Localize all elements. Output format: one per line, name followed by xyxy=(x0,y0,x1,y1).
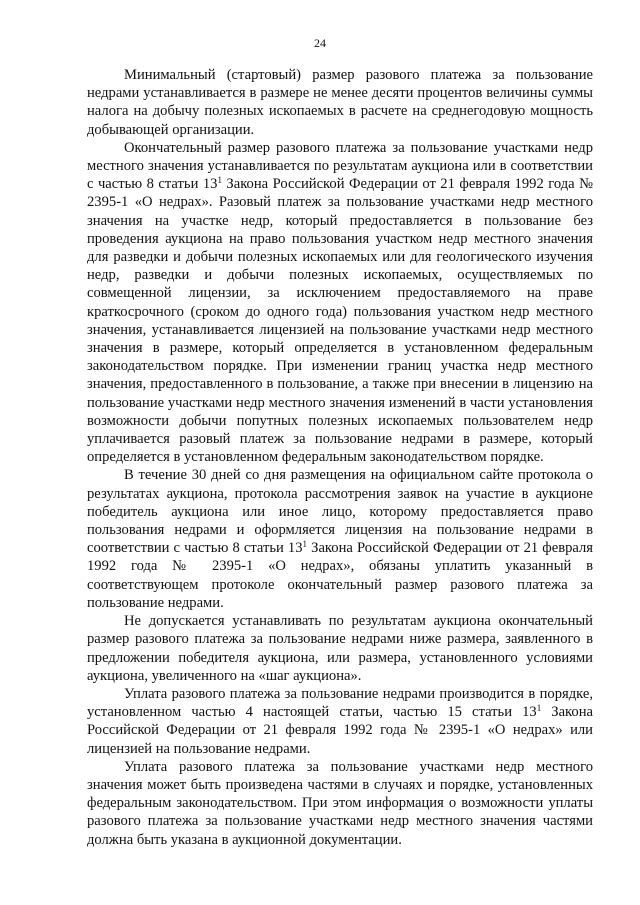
text-run: Уплата разового платежа за пользование участками недр местного значения может быть произведена частями в случаях и порядке, установленных федеральным законодательством. При этом информация о возможности уплаты разового платежа за пользование участками недр местного значения частями должна быть указана в аукционной документации. xyxy=(87,758,593,848)
text-run: В течение 30 дней со дня размещения на официальном сайте протокола о результатах аукциона, протокола рассмотрения заявок на участие в аукционе победитель аукциона или иное лицо, которому предоставляется право пользования недрами и оформляется лицензия на пользование недрами в соответствии с частью 8 статьи 13 xyxy=(87,467,593,557)
paragraph xyxy=(87,466,593,612)
paragraph xyxy=(87,685,593,758)
text-run: Закона Российской Федерации от 21 февраля 1992 года № 2395-1 «О недрах». Разовый платеж за пользование участками недр местного значения на участке недр, который предоставляется в пользование без проведения аукциона на право пользования участком недр местного значения для разведки и добычи полезных ископаемых или для геологического изучения недр, разведки и добычи полезных ископаемых, осуществляемых по совмещенной лицензии, за исключением предоставляемого на праве краткосрочного (сроком до одного года) пользования участком недр местного значения, устанавливается лицензией на пользование участками недр местного значения в размере, который определяется в установленном федеральным законодательством порядке. При изменении границ участка недр местного значения, предоставленного в пользование, а также при внесении в лицензию на пользование участками недр местного значения изменений в части установления возможности добычи попутных полезных ископаемых пользователем недр уплачивается разовый платеж за пользование недрами в размере, который определяется в установленном федеральным законодательством порядке. xyxy=(87,176,593,466)
text-run: Не допускается устанавливать по результатам аукциона окончательный размер разового платежа за пользование недрами ниже размера, заявленного в предложении победителя аукциона, или размера, установленного условиями аукциона, увеличенного на «шаг аукциона». xyxy=(87,613,593,684)
paragraph xyxy=(87,139,593,467)
page-number: 24 xyxy=(314,36,326,50)
superscript: 1 xyxy=(217,175,222,186)
text-run: Уплата разового платежа за пользование недрами производится в порядке, установленном частью 4 настоящей статьи, частью 15 статьи 13 xyxy=(87,685,593,721)
text-run: Закона Российской Федерации от 21 февраля 1992 года № 2395-1 «О недрах», обязаны уплатить указанный в соответствующем протоколе окончательный размер разового платежа за пользование недрами. xyxy=(87,540,593,611)
superscript: 1 xyxy=(536,703,542,714)
text-run: Закона Российской Федерации от 21 февраля 1992 года № 2395-1 «О недрах» или лицензией на пользование недрами. xyxy=(87,704,593,757)
paragraph xyxy=(87,758,593,849)
text-run: Окончательный размер разового платежа за пользование участками недр местного значения устанавливается по результатам аукциона или в соответствии с частью 8 статьи 13 xyxy=(87,139,593,193)
text-run: Минимальный (стартовый) размер разового платежа за пользование недрами устанавливается в размере не менее десяти процентов величины суммы налога на добычу полезных ископаемых в расчете на среднегодовую мощность добывающей организации. xyxy=(87,67,593,138)
paragraph xyxy=(87,612,593,685)
document-body xyxy=(87,66,593,849)
paragraph xyxy=(87,66,593,139)
superscript: 1 xyxy=(302,539,308,550)
